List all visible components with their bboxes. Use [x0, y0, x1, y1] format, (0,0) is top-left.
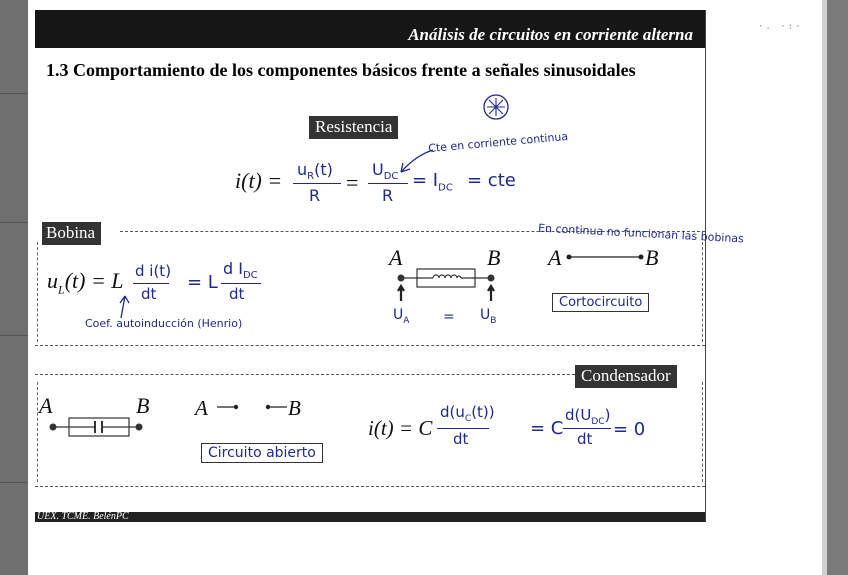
divider [35, 486, 705, 487]
bob-num2 [223, 259, 258, 281]
arrow-up-icon [115, 292, 135, 320]
res-num1-tail: (t) [314, 160, 333, 179]
divider [702, 242, 703, 342]
res-eq4: = cte [467, 170, 516, 191]
bob-eq-lhs [47, 268, 124, 297]
label-resistencia: Resistencia [309, 116, 398, 139]
cap-node-b: B [136, 393, 150, 418]
fraction-bar [437, 428, 489, 429]
res-den1: R [309, 186, 321, 205]
bob-volt-a-sub: A [403, 315, 410, 326]
fraction-bar [133, 283, 169, 284]
scan-seam [0, 93, 28, 94]
scan-seam [0, 222, 28, 223]
starburst-icon [481, 92, 511, 122]
fraction-bar [221, 283, 261, 284]
cap-num2-sub: DC [591, 417, 605, 427]
bob-volt-a-main: U [393, 307, 404, 323]
scan-left-margin [0, 0, 28, 575]
cap-eq2: = C [530, 418, 564, 439]
footer-credit: UEX. TCME. BelénPC [37, 511, 129, 522]
cap-den2: dt [577, 430, 593, 448]
divider [35, 374, 575, 375]
circuito-abierto-box: Circuito abierto [201, 443, 323, 463]
bob-eq-lhs-main: u [47, 268, 58, 293]
bob-node-b: B [487, 245, 501, 270]
bob-volt-b-main: U [480, 307, 491, 323]
divider [37, 382, 38, 482]
res-den2: R [382, 186, 394, 205]
bob-den1: dt [141, 285, 157, 303]
scan-right-margin [822, 0, 848, 575]
res-num1-sub: R [307, 171, 315, 183]
res-eq3-sub: DC [438, 182, 453, 194]
bob-node-a: A [389, 245, 403, 270]
cap-eq-lhs: i(t) = C [368, 416, 433, 440]
cap-num2-main: d(U [565, 406, 592, 424]
fraction-bar [563, 428, 611, 429]
bob-volt-b-sub: B [490, 315, 497, 326]
cap-num2-tail: ) [604, 406, 611, 424]
scan-edge [822, 0, 827, 575]
bob-num1: d i(t) [135, 262, 172, 280]
note-continua-bobinas: En continua no funcionan las bobinas [537, 221, 745, 246]
short-node-b: B [645, 245, 659, 270]
note-cte-continua: Cte en corriente continua [427, 129, 569, 156]
capacitor-symbol [47, 415, 147, 439]
open-node-a: A [195, 396, 208, 420]
cap-den1: dt [453, 430, 469, 448]
scan-specks: ·. ·:· [758, 22, 803, 32]
fraction-bar [368, 183, 408, 184]
header-title: Análisis de circuitos en corriente alterna [408, 25, 693, 44]
cortocircuito-box: Cortocircuito [552, 293, 649, 312]
note-coef-autoinduccion: Coef. autoinducción (Henrio) [85, 317, 243, 330]
section-title: 1.3 Comportamiento de los componentes básicos frente a señales sinusoidales [46, 60, 636, 80]
bob-eq2: = L [187, 272, 218, 293]
bob-volt-eq: = [443, 309, 455, 325]
bob-num2-main: d I [223, 259, 243, 278]
divider [37, 242, 38, 342]
cap-eq3: = 0 [613, 419, 646, 440]
cap-node-a: A [39, 393, 53, 418]
bob-volt-b [480, 307, 496, 326]
footer-bar [35, 512, 705, 522]
scan-seam [0, 335, 28, 336]
divider [35, 345, 705, 346]
res-eq3 [412, 170, 453, 194]
label-bobina: Bobina [42, 222, 101, 245]
res-num1 [297, 160, 333, 182]
res-eq3-main: = I [412, 170, 439, 191]
bob-eq-lhs-tail: (t) = L [64, 268, 124, 293]
res-eq-lhs: i(t) = [235, 168, 283, 193]
cap-num1-main: d(u [440, 403, 465, 421]
cap-num1-sub: C [464, 414, 472, 424]
res-num1-main: u [297, 160, 308, 179]
slide [35, 10, 745, 522]
res-eq2: = [346, 170, 359, 195]
scan-seam [0, 482, 28, 483]
short-circuit-wire [565, 250, 647, 264]
label-condensador: Condensador [575, 365, 677, 388]
res-num2-sub: DC [383, 171, 399, 183]
bob-den2: dt [229, 285, 245, 303]
bob-volt-a [393, 307, 409, 326]
res-num2 [372, 160, 398, 182]
divider [702, 382, 703, 482]
fraction-bar [293, 183, 341, 184]
cap-num1-tail: (t)) [471, 403, 495, 421]
res-num2-main: U [372, 160, 384, 179]
short-node-a: A [548, 245, 562, 270]
open-node-b: B [288, 396, 301, 420]
bob-eq-lhs-sub: L [58, 282, 65, 297]
bob-num2-sub: DC [242, 270, 258, 282]
cap-num1 [440, 403, 495, 424]
cap-num2 [565, 406, 610, 427]
